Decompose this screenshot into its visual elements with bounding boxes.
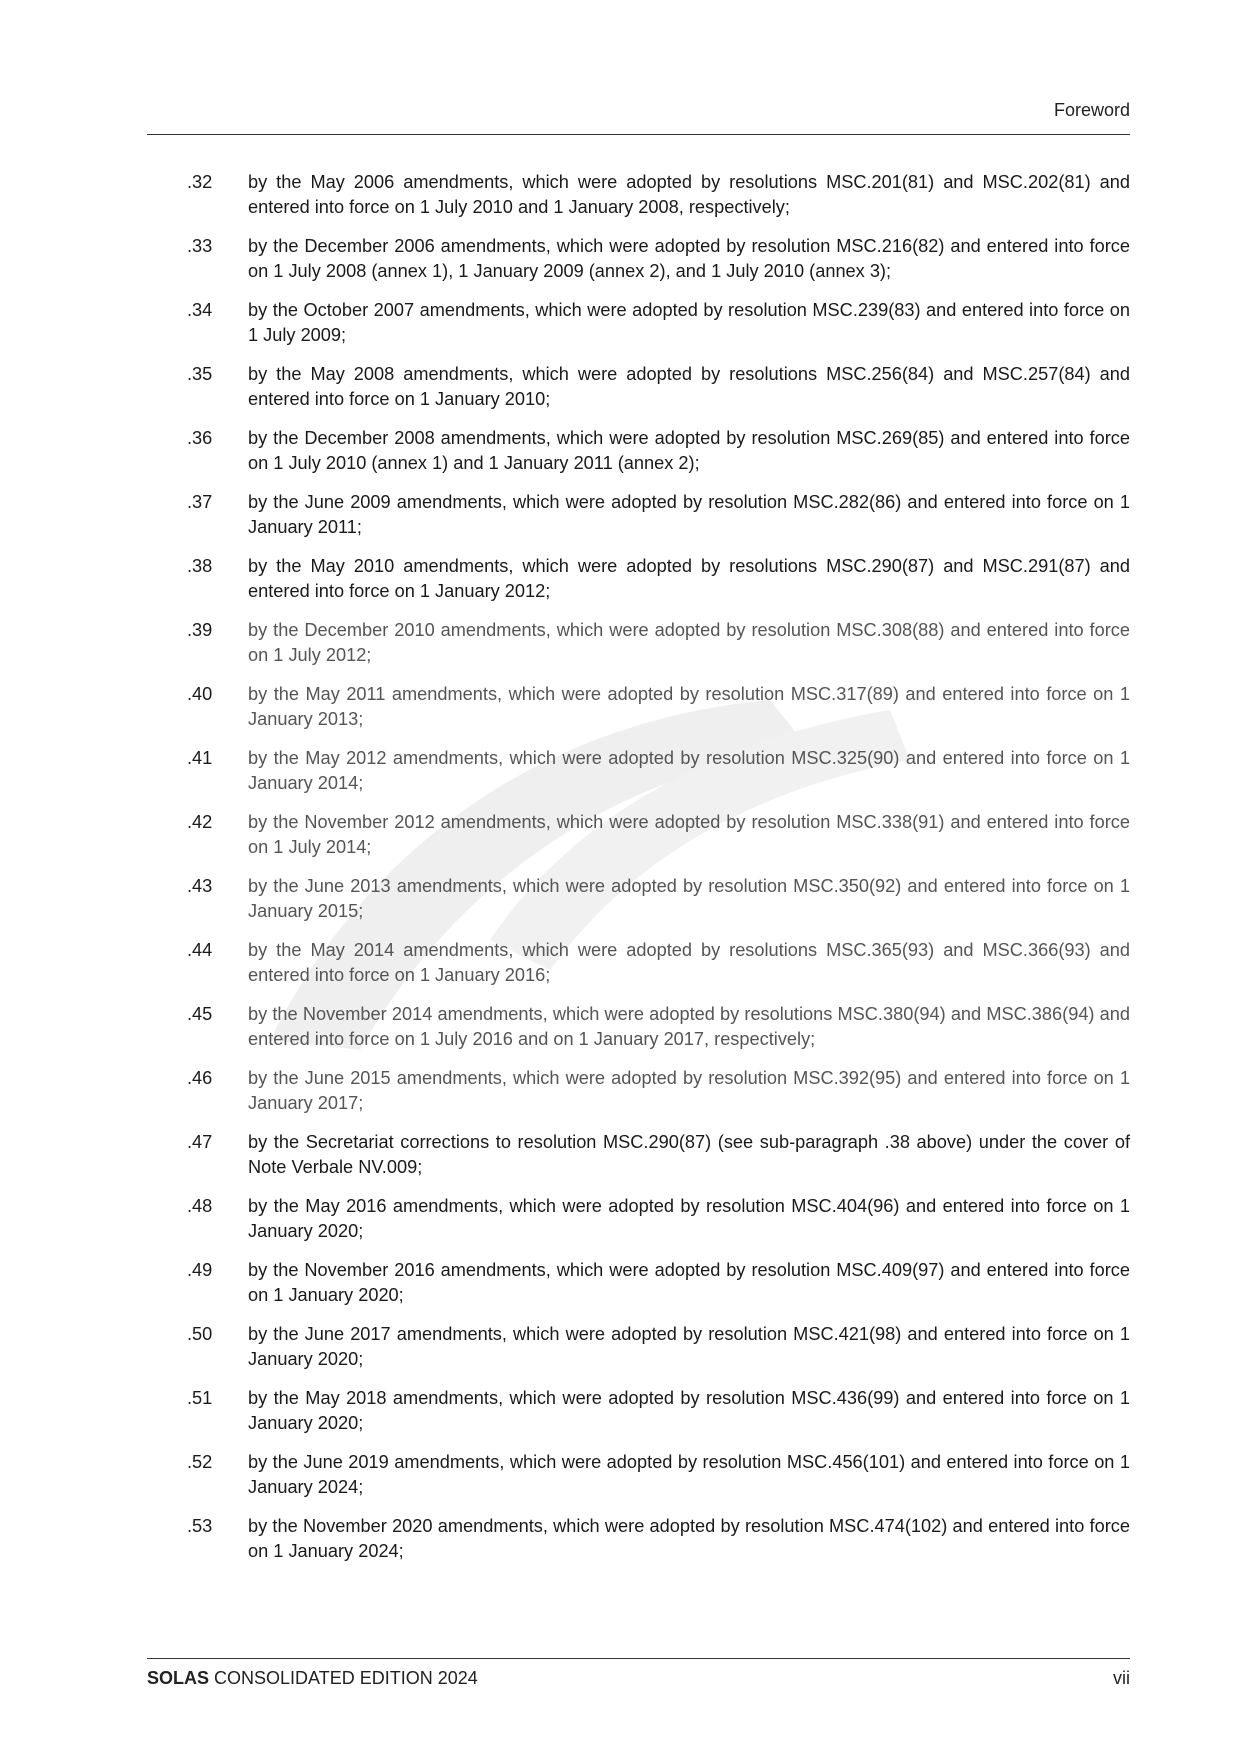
list-item [187, 362, 1130, 411]
list-item [187, 426, 1130, 475]
item-text: by the November 2016 amendments, which were adopted by resolution MSC.409(97) and entered into force on 1 January 2020; [248, 1260, 1130, 1305]
footer-title-rest: CONSOLIDATED EDITION 2024 [209, 1668, 478, 1688]
item-number: .44 [187, 940, 213, 960]
page-number: vii [1113, 1668, 1130, 1688]
item-number: .37 [187, 492, 213, 512]
list-item [187, 234, 1130, 283]
item-text: by the December 2010 amendments, which were adopted by resolution MSC.308(88) and entered into force on 1 July 2012; [248, 620, 1130, 665]
list-item [187, 1258, 1130, 1307]
item-text: by the May 2012 amendments, which were adopted by resolution MSC.325(90) and entered into force on 1 January 2014; [248, 748, 1130, 793]
item-number: .45 [187, 1004, 213, 1024]
item-number: .50 [187, 1324, 213, 1344]
list-item [187, 1002, 1130, 1051]
item-text: by the May 2011 amendments, which were adopted by resolution MSC.317(89) and entered into force on 1 January 2013; [248, 684, 1130, 729]
list-item [187, 618, 1130, 667]
item-number: .49 [187, 1260, 213, 1280]
item-number: .34 [187, 300, 213, 320]
item-text: by the May 2014 amendments, which were adopted by resolutions MSC.365(93) and MSC.366(93) and entered into force on 1 January 2016; [248, 940, 1130, 985]
list-item [187, 1130, 1130, 1179]
item-number: .38 [187, 556, 213, 576]
item-text: by the June 2017 amendments, which were adopted by resolution MSC.421(98) and entered into force on 1 January 2020; [248, 1324, 1130, 1369]
list-item [187, 746, 1130, 795]
item-number: .36 [187, 428, 213, 448]
running-footer-title [147, 1668, 478, 1689]
item-text: by the Secretariat corrections to resolution MSC.290(87) (see sub-paragraph .38 above) under the cover of Note Verbale NV.009; [248, 1132, 1130, 1177]
item-number: .46 [187, 1068, 213, 1088]
item-text: by the May 2008 amendments, which were adopted by resolutions MSC.256(84) and MSC.257(84) and entered into force on 1 January 2010; [248, 364, 1130, 409]
list-item [187, 554, 1130, 603]
list-item [187, 1066, 1130, 1115]
item-text: by the May 2010 amendments, which were adopted by resolutions MSC.290(87) and MSC.291(87) and entered into force on 1 January 2012; [248, 556, 1130, 601]
item-number: .32 [187, 172, 213, 192]
list-item [187, 1386, 1130, 1435]
item-number: .52 [187, 1452, 213, 1472]
item-text: by the June 2013 amendments, which were adopted by resolution MSC.350(92) and entered into force on 1 January 2015; [248, 876, 1130, 921]
header-divider [147, 134, 1130, 135]
footer-title-bold: SOLAS [147, 1668, 210, 1688]
item-number: .53 [187, 1516, 213, 1536]
item-text: by the May 2018 amendments, which were adopted by resolution MSC.436(99) and entered into force on 1 January 2020; [248, 1388, 1130, 1433]
item-number: .40 [187, 684, 213, 704]
item-text: by the May 2016 amendments, which were adopted by resolution MSC.404(96) and entered into force on 1 January 2020; [248, 1196, 1130, 1241]
item-text: by the November 2020 amendments, which were adopted by resolution MSC.474(102) and entered into force on 1 January 2024; [248, 1516, 1130, 1561]
item-text: by the December 2006 amendments, which were adopted by resolution MSC.216(82) and entered into force on 1 July 2008 (annex 1), 1 January 2009 (annex 2), and 1 July 2010 (annex 3); [248, 236, 1130, 281]
item-number: .42 [187, 812, 213, 832]
list-item [187, 1322, 1130, 1371]
list-item [187, 810, 1130, 859]
item-text: by the June 2019 amendments, which were adopted by resolution MSC.456(101) and entered into force on 1 January 2024; [248, 1452, 1130, 1497]
item-text: by the November 2012 amendments, which were adopted by resolution MSC.338(91) and entered into force on 1 July 2014; [248, 812, 1130, 857]
item-text: by the October 2007 amendments, which were adopted by resolution MSC.239(83) and entered into force on 1 July 2009; [248, 300, 1130, 345]
item-number: .47 [187, 1132, 213, 1152]
item-number: .48 [187, 1196, 213, 1216]
item-number: .41 [187, 748, 213, 768]
list-item [187, 1194, 1130, 1243]
item-number: .33 [187, 236, 213, 256]
list-item [187, 1450, 1130, 1499]
item-text: by the December 2008 amendments, which were adopted by resolution MSC.269(85) and entered into force on 1 July 2010 (annex 1) and 1 January 2011 (annex 2); [248, 428, 1130, 473]
item-text: by the June 2015 amendments, which were adopted by resolution MSC.392(95) and entered into force on 1 January 2017; [248, 1068, 1130, 1113]
list-item [187, 170, 1130, 219]
footer-divider [147, 1658, 1130, 1659]
amendments-list [187, 170, 1130, 1578]
item-number: .43 [187, 876, 213, 896]
item-number: .35 [187, 364, 213, 384]
list-item [187, 874, 1130, 923]
list-item [187, 298, 1130, 347]
item-text: by the June 2009 amendments, which were adopted by resolution MSC.282(86) and entered into force on 1 January 2011; [248, 492, 1130, 537]
item-text: by the May 2006 amendments, which were adopted by resolutions MSC.201(81) and MSC.202(81) and entered into force on 1 July 2010 and 1 January 2008, respectively; [248, 172, 1130, 217]
item-number: .51 [187, 1388, 213, 1408]
list-item [187, 938, 1130, 987]
item-text: by the November 2014 amendments, which were adopted by resolutions MSC.380(94) and MSC.386(94) and entered into force on 1 July 2016 and on 1 January 2017, respectively; [248, 1004, 1130, 1049]
list-item [187, 490, 1130, 539]
item-number: .39 [187, 620, 213, 640]
running-header: Foreword [1053, 100, 1130, 120]
list-item [187, 1514, 1130, 1563]
list-item [187, 682, 1130, 731]
